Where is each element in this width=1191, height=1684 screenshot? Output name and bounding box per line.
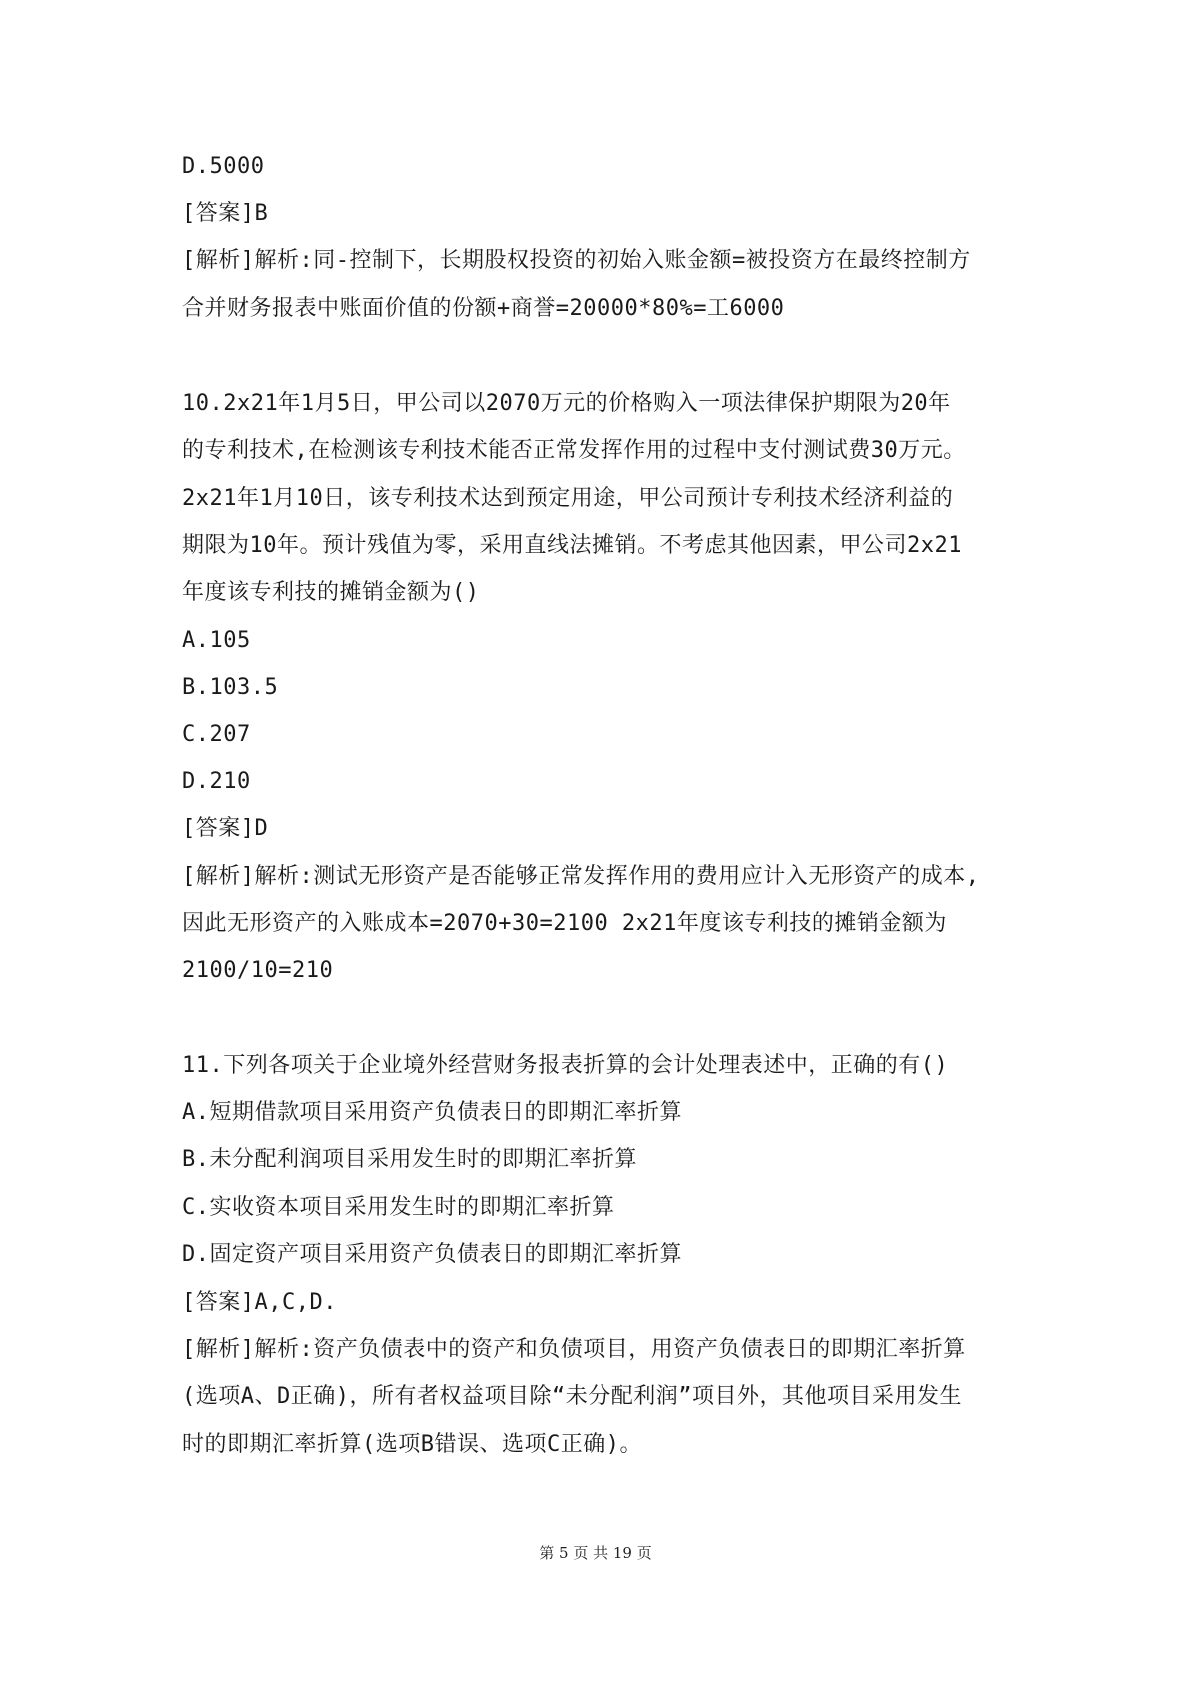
- q9-answer: [答案]B: [182, 201, 269, 226]
- page-number-footer: 第 5 页 共 19 页: [539, 1544, 652, 1562]
- q10-analysis-line-1: [解析]解析:测试无形资产是否能够正常发挥作用的费用应计入无形资产的成本,: [182, 864, 980, 889]
- q11-analysis-line-3: 时的即期汇率折算(选项B错误、选项C正确)。: [182, 1432, 642, 1457]
- q9-analysis-line-1: [解析]解析:同-控制下，长期股权投资的初始入账金额=被投资方在最终控制方: [182, 248, 971, 273]
- q11-option-d: D.固定资产项目采用资产负债表日的即期汇率折算: [182, 1242, 682, 1267]
- q10-analysis-line-2: 因此无形资产的入账成本=2070+30=2100 2x21年度该专利技的摊销金额为: [182, 911, 947, 936]
- q9-option-d: D.5000: [182, 154, 265, 179]
- q10-answer: [答案]D: [182, 816, 269, 841]
- q10-stem-line-1: 10.2x21年1月5日，甲公司以2070万元的价格购入一项法律保护期限为20年: [182, 391, 951, 416]
- q10-option-d: D.210: [182, 769, 251, 794]
- q10-stem-line-4: 期限为10年。预计残值为零，采用直线法摊销。不考虑其他因素，甲公司2x21: [182, 533, 962, 558]
- q10-stem-line-2: 的专利技术,在检测该专利技术能否正常发挥作用的过程中支付测试费30万元。: [182, 438, 966, 463]
- q10-stem-line-3: 2x21年1月10日，该专利技术达到预定用途，甲公司预计专利技术经济利益的: [182, 486, 954, 511]
- q10-option-a: A.105: [182, 628, 251, 653]
- q10-analysis-line-3: 2100/10=210: [182, 958, 334, 983]
- q11-answer: [答案]A,C,D.: [182, 1290, 337, 1315]
- q11-option-a: A.短期借款项目采用资产负债表日的即期汇率折算: [182, 1100, 682, 1125]
- q11-analysis-line-2: (选项A、D正确)，所有者权益项目除“未分配利润”项目外，其他项目采用发生: [182, 1384, 962, 1409]
- q11-option-b: B.未分配利润项目采用发生时的即期汇率折算: [182, 1147, 637, 1172]
- q9-analysis-line-2: 合并财务报表中账面价值的份额+商誉=20000*80%=工6000: [182, 296, 785, 321]
- q11-analysis-line-1: [解析]解析:资产负债表中的资产和负债项目，用资产负债表日的即期汇率折算: [182, 1337, 966, 1362]
- q11-stem-line-1: 11.下列各项关于企业境外经营财务报表折算的会计处理表述中，正确的有(): [182, 1053, 949, 1078]
- q10-option-c: C.207: [182, 722, 251, 747]
- q10-option-b: B.103.5: [182, 675, 279, 700]
- q11-option-c: C.实收资本项目采用发生时的即期汇率折算: [182, 1195, 615, 1220]
- q10-stem-line-5: 年度该专利技的摊销金额为(): [182, 580, 480, 605]
